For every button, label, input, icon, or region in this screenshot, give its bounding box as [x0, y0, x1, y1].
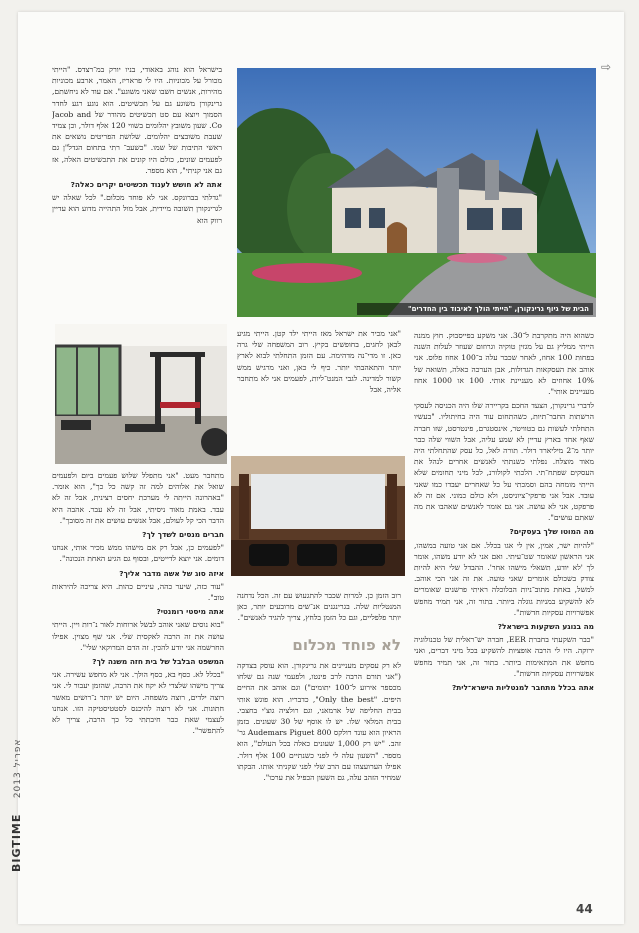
theater-illustration — [231, 456, 405, 576]
question-heading: אתה לא חושש לענוד תכשיטים יקרים כאלה? — [70, 180, 222, 190]
question-heading: אתה מיסטי רומנטי? — [156, 607, 224, 617]
next-page-arrow-icon: ⇨ — [601, 60, 612, 74]
paragraph: מתחבר מעט. "אני מתפלל שלוש פעמים ביום ולפעמים שואל את אלוהים למה זה קשה כל כך", הוא אומר. "באהרונה הייתה לי מערכת יחסים רצינית, אבל זה לא עבד. באמת מאוד ניסיתי, אבל זה לא עבר. אהבה היא הדבר הכי קל לעולם, אבל אנשים עושים את זה מסובך". — [52, 471, 224, 525]
magazine-brand-vertical — [10, 739, 23, 872]
question-heading: אתה בכלל מתחבר למנטליות הישרא־לית? — [451, 683, 594, 693]
paragraph: "עוד כזה, שיער כהה, עיניים כהות. היא צריכה להיראות טוב". — [52, 581, 224, 603]
house-photo — [237, 68, 596, 317]
paragraph: "כבר השקעתי בחברת EER, חברה יש־ראלית של טכנולוגיה ירוקה. היו לי הרבה אופציות להשקיע בכל מיני דברים, ואני מחפש את המתאימות ביותר. בתור זה, אני תמיד מחפש אפשרויות עסקיות חדשות". — [414, 635, 594, 678]
paragraph: כשהוא היה מתקרבת ל־30. אני משקע בפייסבוק. חוץ ממנה הייתי ממליץ גם על מגזין טוקיה וגרוזום שעוזר לעלות השנה בפחות 100 אחוז, לאחר שכבר עלה ב־100 אחוז פלוס. אני אוהב את העסקאות הגדולות, אבן הערכה כאלה, תשואה של 10% אחוזים לא מעניינת אותי. 100 או 1000 אחוז מעניינים אותי". — [414, 331, 594, 397]
paragraph: "לפעמים כן, אבל רק אם מישהו ממש מכיר אותי, אנחנו דומים. אני יוצא לדייטים, ובסוף גם הגיע האחת הנכונה". — [52, 543, 224, 564]
home-theater-photo — [231, 456, 405, 576]
section-heading: לא פוחד מכלום — [292, 636, 401, 654]
paragraph: "להיות ישר, אמין, אין לי אגו בכלל. אם אני טועה במשהו, אני הראשון שאומר שט־עיתי. ואם אני לא יודע משהו, אומר לך 'לא יודע, תשאלי מישהו אחר'. ההבדל שלי היא להיות צודק בשכולם אומרים שאני טועה. את זה אני הכי אוהב. למשל, באחת מתוב־ניות הבלוכלה ראיתי פרשנים שאומרים לא להשקיע במניות גוגלה ביותר. בתור זה, אני תמיד מחפש אפשרויות עסקיות חדשות". — [414, 540, 594, 617]
gym-illustration — [55, 324, 227, 464]
column-left-lower — [52, 470, 224, 880]
column-top-left — [52, 64, 222, 307]
question-heading: המשפט הבלבל של בית חזה משנה לך? — [92, 657, 224, 667]
column-right — [414, 330, 594, 885]
paragraph: "בוא נוסים שאני אוהב לבשל ארוחות לאור נ־רות ויין. הייתי עושה את זה הרבה לאקסית שלי. אני שף מצוין. אפילו החרשמה אני יודע להכין. זה הדם המרוקאי שלי". — [52, 620, 224, 652]
question-heading: חברים מנסים לשדך לך? — [142, 530, 224, 540]
magazine-page — [10, 12, 624, 924]
question-heading: איזה סוג של אשה מדבר אליך? — [119, 568, 224, 578]
paragraph: "גדלתי בברונקס. אני לא פוחד מכלום." לכל שאלה יש לגרינקורן תשובה מיידית, אבל מול התהייה מדוע הוא עדיין רווק הוא — [52, 193, 222, 225]
paragraph: לדברי גרינקורן, הצעד החכם בקריירה שלו היה הכניסה לעסקי הרשתות החבר־תיות, כשהתחום עוד היה בחיתוליו. "בעשיו התחלתי לעשות גם בטוויטר, אינסטגרם, פינטרסט, שזו חברה שאף אחד בארץ עדיין לא שמע עליה, אבל השווי שלה כבר יותר מ־2 מיליארד דולר. תורה לאל, כל עסק שהתחלתי היה מאוד מוצלח. נפלתי כשנתתי לאנשים אחרים לנהל את העסקים שפתח־תי. הלכתי לקולורנ, לכל מיני תחומים שלא הייתי מומחה בהם וסמכתי על כל שאחרים יעבדו כמו שאני עובד. אבל אני פרפקי־ציוניסט, ולא כולם כמוני. אם זה לא פרפקט, אני לא עושה. אני גם אומר לאנשים שאהבו את מה שאתם עושים". — [414, 401, 594, 523]
column-center-bottom — [237, 660, 401, 884]
question-heading: מה המוטו שלך בעסקים? — [509, 527, 594, 537]
paragraph: רוב הזמן כן. למרות שכבר להתגעוש עם זה. הכל נדחנה המנטליות שלה. בגרינגנים אנ־שים מרובעים יותר, כאן יותר פלפליים, וגם כל הזמן בלחץ, צריך להגיד לאנשים". — [237, 591, 401, 623]
paragraph: בישראל הוא נוהג באאודי, בניו יורק במ־רצדס. "הייתי מכורל על מכוניות. היו לי פראריז, האמר, ארבע מכוניות מהירות, אנשים חשבו שאני משוגע". אם עוד לא ניחשתם, גרינקורן משוגע גם על תכשיטים. הוא נוגע רגע לחדר הסמוך ויוצא עם סט תכשיטים מהודר של Jacob and Co. שעון משובץ יהלומים בשווי 120 אלף דולר, וכן צמיד שעבת משובצים יהלומים. שלושת הפריטים נושאים את ראשי התיבות של שמו. "כשעב־ רתי בתחום הגדל"ן גם לפעמים שונים, כולם היו קונים את התכשיטים האלה, אז גם אני קניתי", הוא מספר. — [52, 65, 222, 175]
paragraph: לא רק עסקים מעניינים את גרינקורן. הוא עוסק בצדקה ("אני תורם הרבה לרב פינטו, ולפעמי שנה גם שלחו מכספר אירוע ל־100 יתומים") וגם אוהב את החיים היפים. "Only the best", כדבריו. הוא פוגש אותי בבית החליפה של ארמאני, וגם רולציה גוצ'י בחצבי. בבית המלאי שלו. יש לו אוסף של 30 שעונים. בזמן הראיון הוא עונד רולקס 800 Audemars Piguet גר' זהב. "יש רק 1,000 שעונים כאלה בכל העולם", הוא מספר. "השעון עלה לי לפני כשנתיים 100 אלף דולר. אפילו הערועצהו עם הרב שלי לפני שקניתי אותו. הבקתו שמחיר הזהב עלה, גם השעון הכפיל את ערכו". — [237, 661, 401, 783]
question-heading: מה בנוגע השקעות בישראל? — [497, 622, 594, 632]
paragraph: "בכלל לא. כסף בא, כסף הולך. אני לא מחפש עשירה. אני צריך מישהו שלצדי לא יקח את הרבה, שהזמן יעבור לי. אני רוצה ילדים, רוצה משפחה. היום יש יותר נ־רושים מאשר חתונות. אני לא רוצה להיכנס לסטטיסטיקה הזו. אנחנו לעצמי שאת כבר חיבתתי כל כך הרבה, צריך לא להתפשר". — [52, 670, 224, 736]
column-center-upper — [237, 328, 401, 446]
house-illustration — [237, 68, 596, 317]
page-number: 44 — [576, 902, 593, 916]
issue-date: אפריל 2013 — [13, 738, 23, 799]
column-center-lower — [237, 590, 401, 634]
paragraph: "אני מכיר את ישראל מאז הייתי ילד קטן. הייתי מגיע לבאן לחגים, בחופשים בקיץ. רוב המשפחה שלי גרה כאן. זו מדי־נה מדהימה. עם הזמן התחלתי לבוא לארץ יותר והתאהבתי יותר. כיף לי כאן, ואני מרגיש ממש קשור למדינה. לגבי המנט־ליות, לפעמים אני לא מתחבר אליה, אבל — [237, 329, 401, 395]
gym-photo — [55, 324, 227, 464]
magazine-name: BIGTIME — [10, 813, 23, 872]
photo-caption: הבית של גיוף גרינקורן, "הייתי הולך לאיבוד בין החדרים" — [357, 303, 593, 315]
